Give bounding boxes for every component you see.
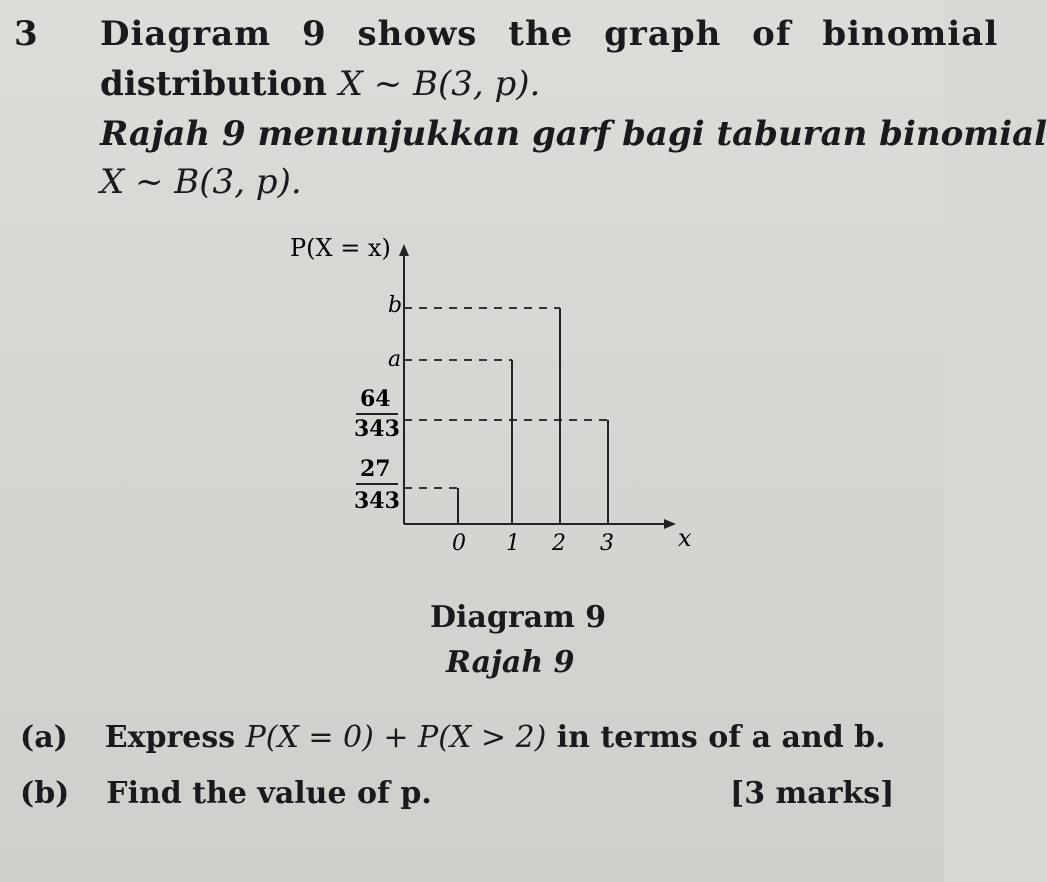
part-b — [20, 776, 432, 811]
diagram-caption-en: Diagram 9 — [430, 600, 607, 635]
question-number: 3 — [14, 14, 38, 54]
distribution-expression: X ~ B(3, p). — [338, 64, 541, 104]
question-text-ms-line1: Rajah 9 menunjukkan garf bagi taburan binomial — [100, 114, 1047, 154]
y-tick-27-num: 27 — [360, 456, 391, 482]
question-text-en-line1: Diagram 9 shows the graph of binomial — [100, 14, 999, 54]
part-b-text: Find the value of p. — [106, 776, 432, 811]
part-b-label: (b) — [20, 776, 70, 811]
y-tick-64-num: 64 — [360, 386, 391, 412]
y-axis-label: P(X = x) — [290, 234, 391, 262]
diagram-caption-ms: Rajah 9 — [446, 645, 575, 680]
question-text-en-prefix: distribution — [100, 64, 339, 104]
y-tick-64-den: 343 — [354, 416, 400, 442]
marks-label: [3 marks] — [730, 776, 895, 811]
distribution-expression-ms: X ~ B(3, p). — [100, 162, 302, 202]
y-tick-b: b — [388, 293, 403, 318]
x-tick-3: 3 — [600, 531, 614, 556]
y-axis-arrow — [399, 244, 409, 256]
part-a — [20, 720, 886, 755]
x-axis-label: x — [678, 524, 692, 552]
x-tick-0: 0 — [452, 531, 466, 556]
y-tick-a: a — [388, 347, 402, 372]
part-a-expression: P(X = 0) + P(X > 2) — [245, 720, 547, 755]
y-tick-27-den: 343 — [354, 488, 400, 514]
x-tick-2: 2 — [552, 531, 566, 556]
part-a-suffix: in terms of a and b. — [546, 720, 886, 755]
part-a-prefix: Express — [104, 720, 246, 755]
x-axis-arrow — [664, 519, 676, 529]
part-a-label: (a) — [20, 720, 68, 755]
x-tick-1: 1 — [506, 531, 520, 556]
